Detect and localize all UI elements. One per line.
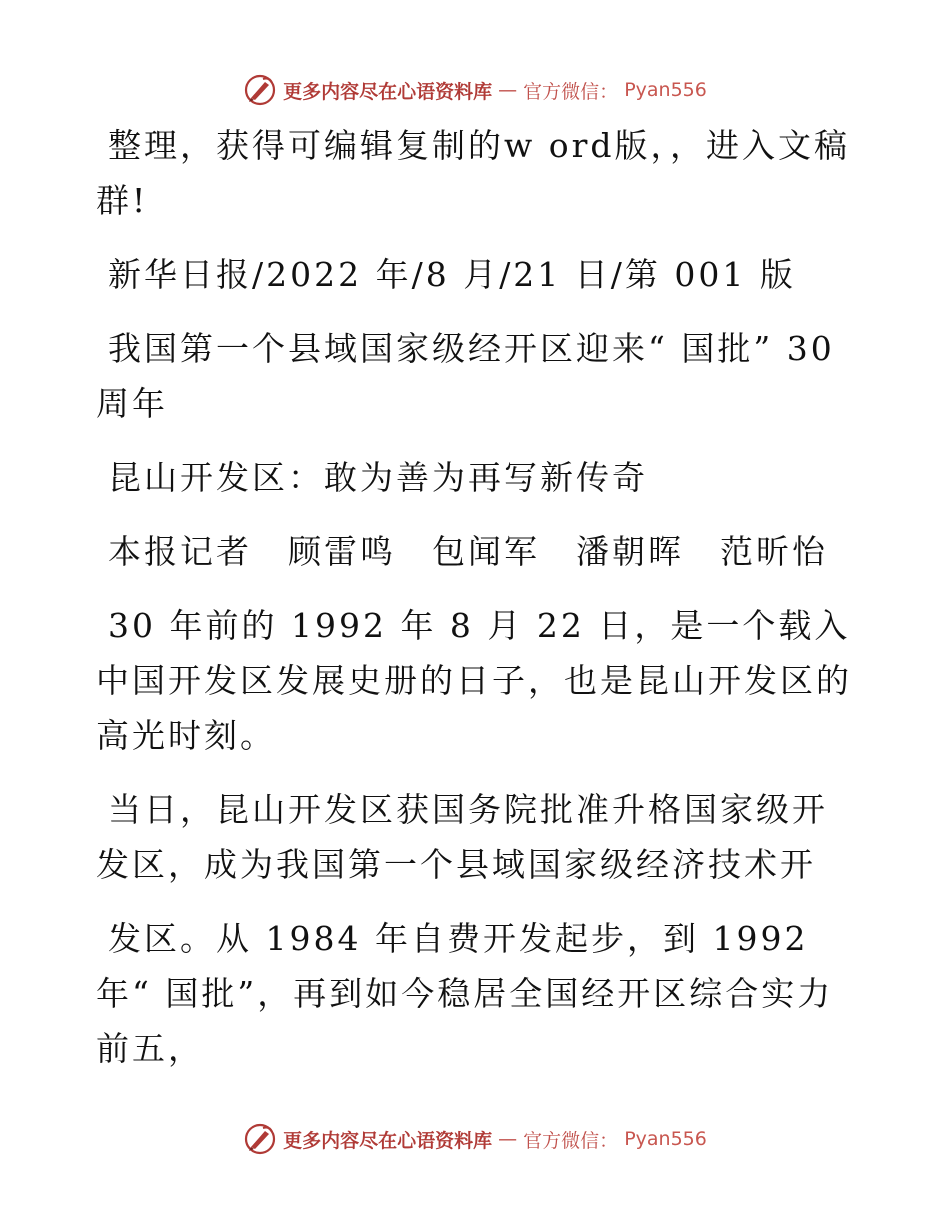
banner-wechat-id: Pyan556: [624, 1128, 707, 1150]
document-body: [96, 118, 856, 1095]
footer-banner: [0, 1119, 950, 1159]
paragraph-source: 新华日报/2022 年/8 月/21 日/第 001 版: [108, 255, 796, 294]
banner-wechat-label: 官方微信：: [523, 1129, 619, 1152]
pen-logo-icon: [243, 1122, 277, 1156]
banner-wechat-id: Pyan556: [624, 79, 707, 101]
paragraph-intro: 整理，获得可编辑复制的w ord版，，进入文稿群!: [96, 126, 851, 220]
header-banner: [0, 70, 950, 110]
banner-title: 更多内容尽在心语资料库: [283, 1129, 493, 1152]
banner-title: 更多内容尽在心语资料库: [283, 80, 493, 103]
paragraph-body-3: 发区。从 1984 年自费开发起步，到 1992 年“ 国批”，再到如今稳居全国经开区综合实力前五，: [96, 919, 834, 1068]
banner-wechat-label: 官方微信：: [523, 80, 619, 103]
pen-logo-icon: [243, 73, 277, 107]
paragraph-body-1: 30 年前的 1992 年 8 月 22 日，是一个载入中国开发区发展史册的日子，也是昆山开发区的高光时刻。: [96, 606, 852, 755]
paragraph-headline: 我国第一个县域国家级经开区迎来“ 国批” 30 周年: [96, 329, 835, 423]
paragraph-body-2: 当日，昆山开发区获国务院批准升格国家级开发区，成为我国第一个县域国家级经济技术开: [96, 790, 828, 884]
banner-separator: —: [498, 1128, 518, 1150]
banner-separator: —: [498, 79, 518, 101]
paragraph-subheadline: 昆山开发区：敢为善为再写新传奇: [108, 458, 648, 497]
paragraph-byline: 本报记者 顾雷鸣 包闻军 潘朝晖 范昕怡: [108, 532, 828, 571]
